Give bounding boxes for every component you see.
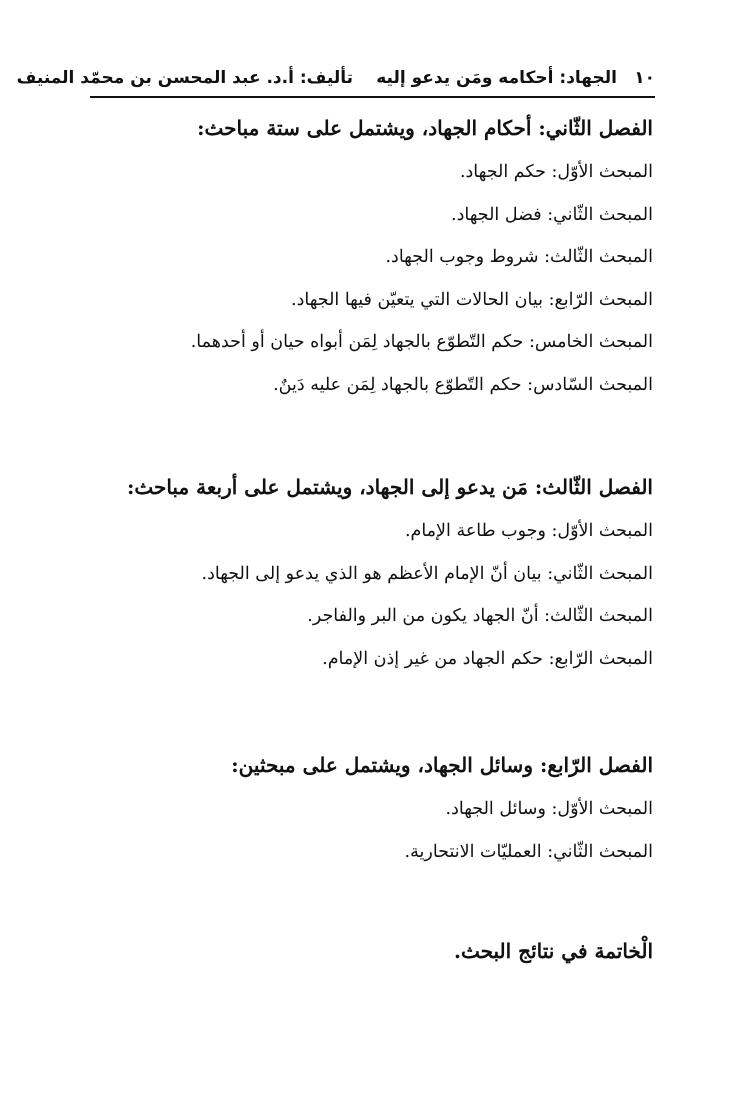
section-item: المبحث الأوّل: وجوب طاعة الإمام. bbox=[404, 521, 653, 541]
chapter-heading: الفصل الثّالث: مَن يدعو إلى الجهاد، ويشتمل على أربعة مباحث: bbox=[126, 475, 653, 499]
book-title: الجهاد: أحكامه ومَن يدعو إليه bbox=[376, 68, 617, 88]
section-item: المبحث السّادس: حكم التّطوّع بالجهاد لِمَن عليه دَينٌ. bbox=[273, 374, 653, 395]
page-number: ١٠ bbox=[634, 68, 655, 88]
spacer bbox=[88, 873, 653, 928]
chapter-heading: الفصل الثّاني: أحكام الجهاد، ويشتمل على ستة مباحث: bbox=[197, 116, 653, 140]
conclusion-heading: الْخاتمة في نتائج البحث. bbox=[454, 939, 653, 963]
spacer bbox=[88, 406, 653, 464]
running-header bbox=[16, 62, 655, 98]
section-item: المبحث الرّابع: حكم الجهاد من غير إذن الإمام. bbox=[322, 648, 653, 669]
section-item: المبحث الثّاني: فضل الجهاد. bbox=[451, 204, 653, 225]
section-item: المبحث الثّالث: شروط وجوب الجهاد. bbox=[385, 247, 653, 267]
section-item: المبحث الثّالث: أنّ الجهاد يكون من البر والفاجر. bbox=[307, 606, 653, 626]
section-item: المبحث الثّاني: العمليّات الانتحارية. bbox=[404, 841, 653, 862]
chapter-three bbox=[88, 464, 653, 680]
book-author: تأليف: أ.د. عبد المحسن بن محمّد المنيف bbox=[16, 68, 353, 88]
section-item: المبحث الرّابع: بيان الحالات التي يتعيّن فيها الجهاد. bbox=[291, 289, 653, 310]
chapter-two bbox=[88, 105, 653, 406]
section-item: المبحث الثّاني: بيان أنّ الإمام الأعظم هو الذي يدعو إلى الجهاد. bbox=[201, 563, 653, 584]
chapter-heading: الفصل الرّابع: وسائل الجهاد، ويشتمل على مبحثين: bbox=[231, 753, 653, 777]
section-item: المبحث الأوّل: وسائل الجهاد. bbox=[445, 799, 653, 819]
table-of-contents bbox=[88, 105, 653, 974]
section-item: المبحث الأوّل: حكم الجهاد. bbox=[459, 162, 653, 182]
section-item: المبحث الخامس: حكم التّطوّع بالجهاد لِمَن أبواه حيان أو أحدهما. bbox=[190, 332, 653, 352]
chapter-four bbox=[88, 742, 653, 873]
spacer bbox=[88, 680, 653, 742]
